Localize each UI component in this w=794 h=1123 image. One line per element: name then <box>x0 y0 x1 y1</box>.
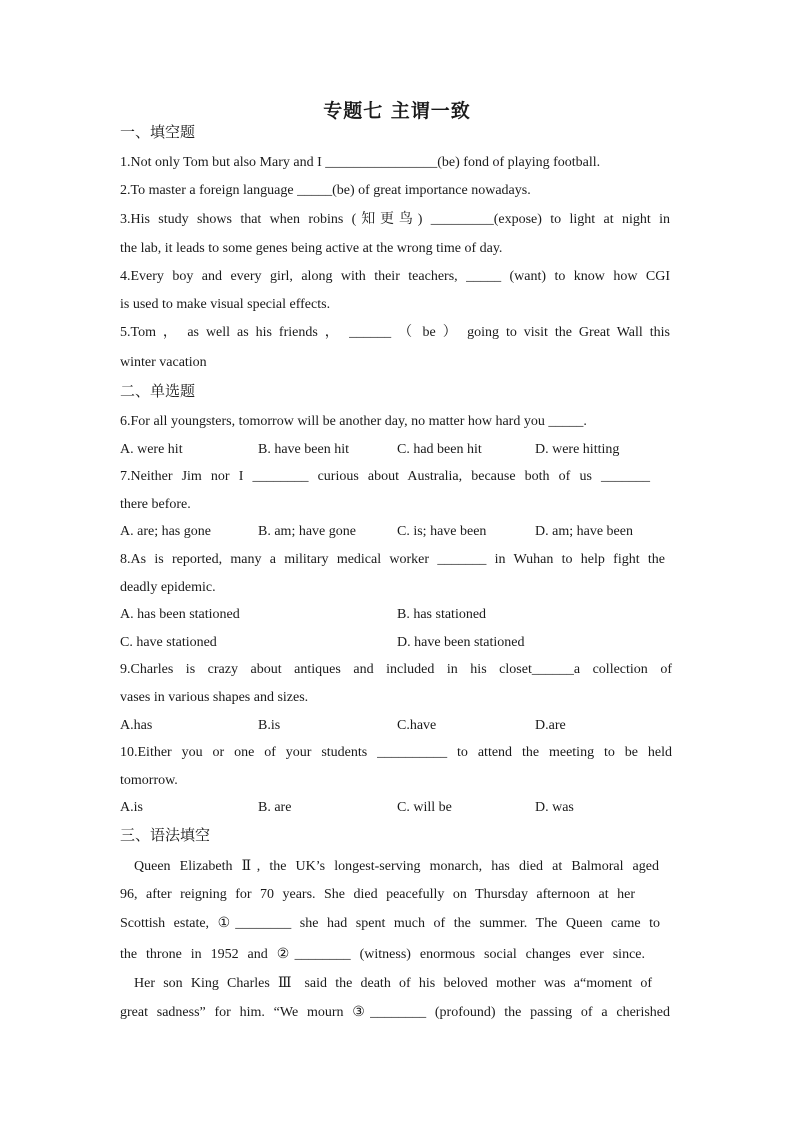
question-6: 6.For all youngsters, tomorrow will be another day, no matter how hard you _____. <box>120 414 587 429</box>
passage-line-2: 96, after reigning for 70 years. She died peacefully on Thursday afternoon at her <box>120 887 635 902</box>
question-9-line-2: vases in various shapes and sizes. <box>120 690 309 705</box>
question-5-line-1: 5.Tom ， as well as his friends ， ______ （ be ） going to visit the Great Wall this <box>120 325 670 340</box>
question-10-line-2: tomorrow. <box>120 773 178 788</box>
q7-option-b: B. am; have gone <box>258 524 356 539</box>
q6-option-a: A. were hit <box>120 442 183 457</box>
page-title: 专题七 主谓一致 <box>323 100 471 122</box>
passage-line-1: Queen Elizabeth Ⅱ, the UK’s longest-serving monarch, has died at Balmoral aged <box>134 859 659 874</box>
q8-option-a: A. has been stationed <box>120 607 240 622</box>
q10-option-a: A.is <box>120 800 143 815</box>
q6-option-b: B. have been hit <box>258 442 349 457</box>
q8-option-d: D. have been stationed <box>397 635 525 650</box>
question-10-line-1: 10.Either you or one of your students __________ to attend the meeting to be held <box>120 745 672 760</box>
passage-line-6: great sadness” for him. “We mourn ③________ (profound) the passing of a cherished <box>120 1005 670 1020</box>
q6-option-d: D. were hitting <box>535 442 620 457</box>
q9-option-c: C.have <box>397 718 437 733</box>
question-7-line-2: there before. <box>120 497 191 512</box>
passage-line-4: the throne in 1952 and ②________ (witness) enormous social changes ever since. <box>120 947 645 962</box>
q7-option-a: A. are; has gone <box>120 524 211 539</box>
q9-option-a: A.has <box>120 718 153 733</box>
q10-option-d: D. was <box>535 800 574 815</box>
q8-option-b: B. has stationed <box>397 607 487 622</box>
section-heading-grammar-fill: 三、语法填空 <box>120 826 211 844</box>
q7-option-d: D. am; have been <box>535 524 633 539</box>
question-8-line-2: deadly epidemic. <box>120 580 216 595</box>
question-1: 1.Not only Tom but also Mary and I ________________(be) fond of playing football. <box>120 155 601 170</box>
question-9-line-1: 9.Charles is crazy about antiques and included in his closet______a collection of <box>120 662 672 677</box>
question-4-line-2: is used to make visual special effects. <box>120 297 331 312</box>
passage-line-5: Her son King Charles Ⅲ said the death of his beloved mother was a“moment of <box>134 976 652 991</box>
q6-option-c: C. had been hit <box>397 442 482 457</box>
question-3-line-2: the lab, it leads to some genes being active at the wrong time of day. <box>120 241 503 256</box>
question-7-line-1: 7.Neither Jim nor I ________ curious about Australia, because both of us _______ <box>120 469 650 484</box>
section-heading-single-choice: 二、单选题 <box>120 382 196 400</box>
question-2: 2.To master a foreign language _____(be) of great importance nowadays. <box>120 183 531 198</box>
question-5-line-2: winter vacation <box>120 355 207 370</box>
q10-option-c: C. will be <box>397 800 452 815</box>
section-heading-fill-in: 一、填空题 <box>120 123 196 141</box>
q9-option-d: D.are <box>535 718 566 733</box>
q8-option-c: C. have stationed <box>120 635 217 650</box>
question-4-line-1: 4.Every boy and every girl, along with their teachers, _____ (want) to know how CGI <box>120 269 670 284</box>
q7-option-c: C. is; have been <box>397 524 487 539</box>
question-3-line-1: 3.His study shows that when robins (知更鸟) _________(expose) to light at night in <box>120 212 670 227</box>
question-8-line-1: 8.As is reported, many a military medical worker _______ in Wuhan to help fight the <box>120 552 665 567</box>
q9-option-b: B.is <box>258 718 281 733</box>
q10-option-b: B. are <box>258 800 292 815</box>
passage-line-3: Scottish estate, ①________ she had spent much of the summer. The Queen came to <box>120 916 660 931</box>
